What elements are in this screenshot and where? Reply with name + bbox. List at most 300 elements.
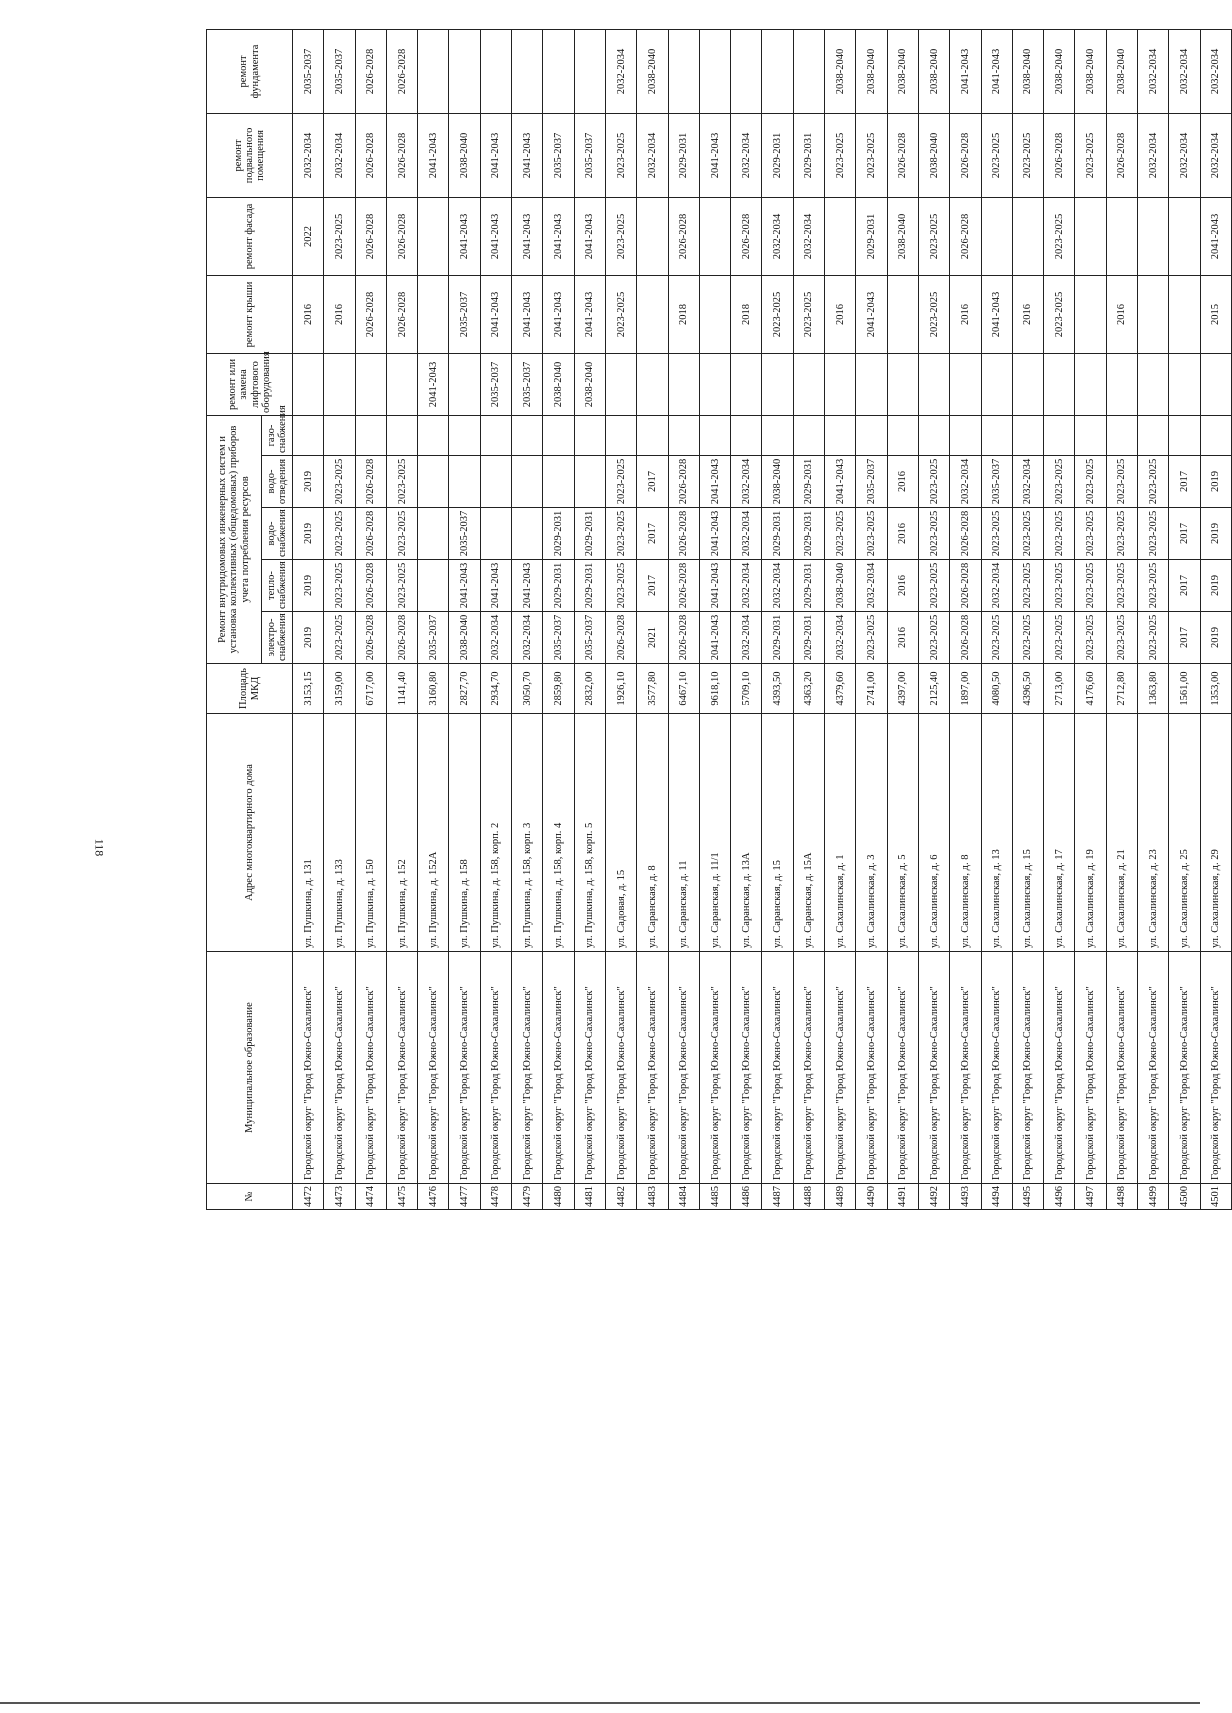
municipality-cell: Городской округ "Город Южно-Сахалинск"	[324, 952, 355, 1184]
heat-cell: 2017	[1169, 560, 1200, 612]
water-cell: 2017	[637, 508, 668, 560]
basement-cell: 2032-2034	[324, 113, 355, 197]
heat-cell: 2023-2025	[324, 560, 355, 612]
gas-cell	[386, 415, 417, 455]
roof-cell	[637, 275, 668, 353]
area-cell: 5709,10	[731, 664, 762, 714]
gas-cell	[887, 415, 918, 455]
col-group-engineering: Ремонт внутридомовых инженерных систем и установка коллективных (общедомовых) приборов учета потребления ресурсов	[207, 415, 262, 663]
roof-cell: 2023-2025	[793, 275, 824, 353]
water-cell: 2023-2025	[1012, 508, 1043, 560]
gas-cell	[355, 415, 386, 455]
municipality-cell: Городской округ "Город Южно-Сахалинск"	[386, 952, 417, 1184]
gas-cell	[512, 415, 543, 455]
elevator-cell	[637, 353, 668, 415]
foundation-cell	[793, 29, 824, 113]
address-cell: ул. Сахалинская, д. 15	[1012, 714, 1043, 952]
water-cell: 2023-2025	[918, 508, 949, 560]
basement-cell: 2026-2028	[355, 113, 386, 197]
foundation-cell: 2032-2034	[605, 29, 636, 113]
scan-edge-line	[0, 1702, 1200, 1704]
electric-cell: 2023-2025	[918, 612, 949, 664]
elevator-cell: 2041-2043	[418, 353, 449, 415]
facade-cell	[637, 197, 668, 275]
area-cell: 3159,00	[324, 664, 355, 714]
foundation-cell	[418, 29, 449, 113]
table-row	[1075, 29, 1106, 1209]
electric-cell: 2032-2034	[512, 612, 543, 664]
municipality-cell: Городской округ "Город Южно-Сахалинск"	[731, 952, 762, 1184]
area-cell: 4176,60	[1075, 664, 1106, 714]
roof-cell: 2023-2025	[762, 275, 793, 353]
roof-cell: 2041-2043	[480, 275, 511, 353]
electric-cell: 2032-2034	[731, 612, 762, 664]
row-number: 4488	[793, 1184, 824, 1210]
facade-cell	[1012, 197, 1043, 275]
electric-cell: 2041-2043	[699, 612, 730, 664]
elevator-cell	[887, 353, 918, 415]
drain-cell: 2029-2031	[793, 456, 824, 508]
municipality-cell: Городской округ "Город Южно-Сахалинск"	[543, 952, 574, 1184]
gas-cell	[856, 415, 887, 455]
heat-cell: 2026-2028	[668, 560, 699, 612]
facade-cell	[1169, 197, 1200, 275]
table-row	[386, 29, 417, 1209]
elevator-cell: 2035-2037	[480, 353, 511, 415]
basement-cell: 2029-2031	[793, 113, 824, 197]
row-number: 4497	[1075, 1184, 1106, 1210]
heat-cell: 2032-2034	[731, 560, 762, 612]
elevator-cell	[355, 353, 386, 415]
elevator-cell	[1138, 353, 1169, 415]
water-cell: 2023-2025	[1138, 508, 1169, 560]
electric-cell: 2029-2031	[793, 612, 824, 664]
gas-cell	[449, 415, 480, 455]
roof-cell	[1138, 275, 1169, 353]
facade-cell: 2023-2025	[605, 197, 636, 275]
foundation-cell: 2041-2043	[950, 29, 981, 113]
roof-cell: 2026-2028	[355, 275, 386, 353]
heat-cell: 2041-2043	[512, 560, 543, 612]
elevator-cell	[699, 353, 730, 415]
roof-cell: 2041-2043	[574, 275, 605, 353]
roof-cell: 2016	[825, 275, 856, 353]
electric-cell: 2017	[1169, 612, 1200, 664]
municipality-cell: Городской округ "Город Южно-Сахалинск"	[480, 952, 511, 1184]
roof-cell: 2026-2028	[386, 275, 417, 353]
foundation-cell	[731, 29, 762, 113]
area-cell: 4080,50	[981, 664, 1012, 714]
gas-cell	[825, 415, 856, 455]
roof-cell: 2041-2043	[856, 275, 887, 353]
area-cell: 2934,70	[480, 664, 511, 714]
electric-cell: 2023-2025	[1075, 612, 1106, 664]
municipality-cell: Городской округ "Город Южно-Сахалинск"	[762, 952, 793, 1184]
table-row	[324, 29, 355, 1209]
roof-cell: 2018	[668, 275, 699, 353]
electric-cell: 2032-2034	[480, 612, 511, 664]
table-row	[355, 29, 386, 1209]
address-cell: ул. Пушкина, д. 158, корп. 3	[512, 714, 543, 952]
address-cell: ул. Сахалинская, д. 29	[1200, 714, 1231, 952]
table-row	[574, 29, 605, 1209]
area-cell: 1561,00	[1169, 664, 1200, 714]
address-cell: ул. Сахалинская, д. 3	[856, 714, 887, 952]
water-cell: 2023-2025	[386, 508, 417, 560]
municipality-cell: Городской округ "Город Южно-Сахалинск"	[605, 952, 636, 1184]
table-row	[1200, 29, 1231, 1209]
facade-cell	[418, 197, 449, 275]
heat-cell: 2032-2034	[981, 560, 1012, 612]
foundation-cell: 2038-2040	[856, 29, 887, 113]
water-cell	[512, 508, 543, 560]
area-cell: 2741,00	[856, 664, 887, 714]
heat-cell: 2029-2031	[574, 560, 605, 612]
facade-cell: 2023-2025	[1044, 197, 1075, 275]
electric-cell: 2026-2028	[950, 612, 981, 664]
gas-cell	[950, 415, 981, 455]
gas-cell	[1169, 415, 1200, 455]
electric-cell: 2023-2025	[1044, 612, 1075, 664]
address-cell: ул. Сахалинская, д. 5	[887, 714, 918, 952]
row-number: 4483	[637, 1184, 668, 1210]
electric-cell: 2035-2037	[574, 612, 605, 664]
col-address: Адрес многоквартирного дома	[207, 714, 293, 952]
electric-cell: 2016	[887, 612, 918, 664]
foundation-cell	[480, 29, 511, 113]
foundation-cell	[574, 29, 605, 113]
table-row	[605, 29, 636, 1209]
foundation-cell: 2035-2037	[324, 29, 355, 113]
basement-cell: 2026-2028	[887, 113, 918, 197]
facade-cell: 2023-2025	[918, 197, 949, 275]
address-cell: ул. Саранская, д. 11/1	[699, 714, 730, 952]
elevator-cell	[1106, 353, 1137, 415]
area-cell: 1897,00	[950, 664, 981, 714]
municipality-cell: Городской округ "Город Южно-Сахалинск"	[512, 952, 543, 1184]
gas-cell	[668, 415, 699, 455]
col-gas: газо-снабжения	[262, 415, 293, 455]
basement-cell: 2032-2034	[731, 113, 762, 197]
foundation-cell: 2038-2040	[1106, 29, 1137, 113]
row-number: 4498	[1106, 1184, 1137, 1210]
roof-cell: 2041-2043	[543, 275, 574, 353]
water-cell: 2026-2028	[355, 508, 386, 560]
municipality-cell: Городской округ "Город Южно-Сахалинск"	[355, 952, 386, 1184]
electric-cell: 2023-2025	[1106, 612, 1137, 664]
table-row	[950, 29, 981, 1209]
row-number: 4474	[355, 1184, 386, 1210]
facade-cell	[699, 197, 730, 275]
elevator-cell	[1169, 353, 1200, 415]
facade-cell: 2041-2043	[449, 197, 480, 275]
facade-cell: 2026-2028	[950, 197, 981, 275]
basement-cell: 2041-2043	[512, 113, 543, 197]
row-number: 4487	[762, 1184, 793, 1210]
municipality-cell: Городской округ "Город Южно-Сахалинск"	[825, 952, 856, 1184]
col-foundation: ремонт фундамента	[207, 29, 293, 113]
area-cell: 9618,10	[699, 664, 730, 714]
water-cell: 2032-2034	[731, 508, 762, 560]
row-number: 4484	[668, 1184, 699, 1210]
col-roof: ремонт крыши	[207, 275, 293, 353]
facade-cell	[1075, 197, 1106, 275]
electric-cell: 2026-2028	[605, 612, 636, 664]
row-number: 4472	[293, 1184, 324, 1210]
basement-cell: 2023-2025	[981, 113, 1012, 197]
water-cell	[480, 508, 511, 560]
elevator-cell	[386, 353, 417, 415]
facade-cell: 2041-2043	[543, 197, 574, 275]
water-cell: 2023-2025	[605, 508, 636, 560]
foundation-cell: 2038-2040	[1075, 29, 1106, 113]
heat-cell: 2023-2025	[1012, 560, 1043, 612]
heat-cell: 2029-2031	[543, 560, 574, 612]
drain-cell: 2038-2040	[762, 456, 793, 508]
foundation-cell: 2035-2037	[293, 29, 324, 113]
table-row	[1106, 29, 1137, 1209]
row-number: 4489	[825, 1184, 856, 1210]
municipality-cell: Городской округ "Город Южно-Сахалинск"	[637, 952, 668, 1184]
electric-cell: 2038-2040	[449, 612, 480, 664]
heat-cell: 2041-2043	[480, 560, 511, 612]
basement-cell: 2041-2043	[480, 113, 511, 197]
municipality-cell: Городской округ "Город Южно-Сахалинск"	[449, 952, 480, 1184]
row-number: 4480	[543, 1184, 574, 1210]
heat-cell: 2019	[1200, 560, 1231, 612]
basement-cell: 2026-2028	[950, 113, 981, 197]
municipality-cell: Городской округ "Город Южно-Сахалинск"	[1138, 952, 1169, 1184]
row-number: 4496	[1044, 1184, 1075, 1210]
row-number: 4494	[981, 1184, 1012, 1210]
basement-cell: 2038-2040	[449, 113, 480, 197]
municipality-cell: Городской округ "Город Южно-Сахалинск"	[918, 952, 949, 1184]
drain-cell	[512, 456, 543, 508]
area-cell: 3050,70	[512, 664, 543, 714]
water-cell: 2023-2025	[981, 508, 1012, 560]
roof-cell: 2015	[1200, 275, 1231, 353]
address-cell: ул. Пушкина, д. 133	[324, 714, 355, 952]
area-cell: 1926,10	[605, 664, 636, 714]
table-row	[1138, 29, 1169, 1209]
row-number: 4482	[605, 1184, 636, 1210]
municipality-cell: Городской округ "Город Южно-Сахалинск"	[1044, 952, 1075, 1184]
table-row	[918, 29, 949, 1209]
area-cell: 4396,50	[1012, 664, 1043, 714]
col-electric: электро-снабжения	[262, 612, 293, 664]
elevator-cell	[762, 353, 793, 415]
drain-cell: 2023-2025	[1075, 456, 1106, 508]
area-cell: 1353,00	[1200, 664, 1231, 714]
facade-cell: 2026-2028	[731, 197, 762, 275]
drain-cell: 2019	[1200, 456, 1231, 508]
heat-cell: 2032-2034	[762, 560, 793, 612]
table-body	[293, 29, 1232, 1209]
table-row	[981, 29, 1012, 1209]
heat-cell: 2041-2043	[699, 560, 730, 612]
row-number: 4485	[699, 1184, 730, 1210]
table-row	[699, 29, 730, 1209]
water-cell: 2019	[293, 508, 324, 560]
row-number: 4501	[1200, 1184, 1231, 1210]
heat-cell: 2023-2025	[918, 560, 949, 612]
roof-cell: 2023-2025	[918, 275, 949, 353]
heat-cell: 2032-2034	[856, 560, 887, 612]
drain-cell: 2035-2037	[981, 456, 1012, 508]
elevator-cell	[950, 353, 981, 415]
heat-cell: 2041-2043	[449, 560, 480, 612]
gas-cell	[574, 415, 605, 455]
elevator-cell	[825, 353, 856, 415]
drain-cell: 2041-2043	[825, 456, 856, 508]
electric-cell: 2029-2031	[762, 612, 793, 664]
drain-cell	[480, 456, 511, 508]
facade-cell: 2041-2043	[480, 197, 511, 275]
address-cell: ул. Пушкина, д. 158, корп. 4	[543, 714, 574, 952]
area-cell: 1141,40	[386, 664, 417, 714]
gas-cell	[637, 415, 668, 455]
area-cell: 3153,15	[293, 664, 324, 714]
basement-cell: 2032-2034	[1200, 113, 1231, 197]
table-row	[731, 29, 762, 1209]
electric-cell: 2035-2037	[543, 612, 574, 664]
address-cell: ул. Сахалинская, д. 6	[918, 714, 949, 952]
table-row	[668, 29, 699, 1209]
gas-cell	[793, 415, 824, 455]
table-row	[480, 29, 511, 1209]
row-number: 4495	[1012, 1184, 1043, 1210]
row-number: 4491	[887, 1184, 918, 1210]
facade-cell: 2038-2040	[887, 197, 918, 275]
address-cell: ул. Пушкина, д. 158	[449, 714, 480, 952]
row-number: 4499	[1138, 1184, 1169, 1210]
gas-cell	[1044, 415, 1075, 455]
table-row	[856, 29, 887, 1209]
elevator-cell: 2035-2037	[512, 353, 543, 415]
basement-cell: 2038-2040	[918, 113, 949, 197]
gas-cell	[293, 415, 324, 455]
foundation-cell: 2026-2028	[355, 29, 386, 113]
municipality-cell: Городской округ "Город Южно-Сахалинск"	[793, 952, 824, 1184]
elevator-cell	[731, 353, 762, 415]
row-number: 4490	[856, 1184, 887, 1210]
roof-cell: 2016	[1106, 275, 1137, 353]
drain-cell: 2016	[887, 456, 918, 508]
municipality-cell: Городской округ "Город Южно-Сахалинск"	[981, 952, 1012, 1184]
address-cell: ул. Сахалинская, д. 17	[1044, 714, 1075, 952]
municipality-cell: Городской округ "Город Южно-Сахалинск"	[418, 952, 449, 1184]
basement-cell: 2026-2028	[1106, 113, 1137, 197]
foundation-cell: 2032-2034	[1138, 29, 1169, 113]
address-cell: ул. Сахалинская, д. 23	[1138, 714, 1169, 952]
table-row	[1044, 29, 1075, 1209]
heat-cell: 2023-2025	[605, 560, 636, 612]
water-cell: 2029-2031	[762, 508, 793, 560]
table-row	[825, 29, 856, 1209]
address-cell: ул. Сахалинская, д. 13	[981, 714, 1012, 952]
heat-cell: 2029-2031	[793, 560, 824, 612]
col-basement: ремонт подвального помещения	[207, 113, 293, 197]
foundation-cell: 2038-2040	[1044, 29, 1075, 113]
col-water: водо-снабжения	[262, 508, 293, 560]
table-row	[418, 29, 449, 1209]
electric-cell: 2019	[293, 612, 324, 664]
facade-cell	[1138, 197, 1169, 275]
foundation-cell: 2041-2043	[981, 29, 1012, 113]
electric-cell: 2023-2025	[1012, 612, 1043, 664]
water-cell: 2026-2028	[950, 508, 981, 560]
basement-cell: 2026-2028	[1044, 113, 1075, 197]
foundation-cell: 2032-2034	[1200, 29, 1231, 113]
electric-cell: 2026-2028	[355, 612, 386, 664]
gas-cell	[981, 415, 1012, 455]
heat-cell	[418, 560, 449, 612]
water-cell: 2019	[1200, 508, 1231, 560]
table-row	[449, 29, 480, 1209]
table-row	[887, 29, 918, 1209]
address-cell: ул. Пушкина, д. 158, корп. 2	[480, 714, 511, 952]
gas-cell	[605, 415, 636, 455]
water-cell: 2017	[1169, 508, 1200, 560]
col-drain: водо-отведения	[262, 456, 293, 508]
area-cell: 2859,80	[543, 664, 574, 714]
elevator-cell: 2038-2040	[574, 353, 605, 415]
electric-cell: 2023-2025	[324, 612, 355, 664]
area-cell: 2712,80	[1106, 664, 1137, 714]
area-cell: 4379,60	[825, 664, 856, 714]
basement-cell: 2041-2043	[418, 113, 449, 197]
drain-cell: 2032-2034	[950, 456, 981, 508]
facade-cell	[981, 197, 1012, 275]
foundation-cell: 2038-2040	[825, 29, 856, 113]
drain-cell	[418, 456, 449, 508]
table-row	[543, 29, 574, 1209]
basement-cell: 2023-2025	[1012, 113, 1043, 197]
electric-cell: 2026-2028	[386, 612, 417, 664]
municipality-cell: Городской округ "Город Южно-Сахалинск"	[1012, 952, 1043, 1184]
col-municipality: Муниципальное образование	[207, 952, 293, 1184]
water-cell: 2026-2028	[668, 508, 699, 560]
area-cell: 2713,00	[1044, 664, 1075, 714]
table-row	[793, 29, 824, 1209]
roof-cell: 2018	[731, 275, 762, 353]
heat-cell: 2023-2025	[1044, 560, 1075, 612]
area-cell: 4397,00	[887, 664, 918, 714]
water-cell: 2023-2025	[1106, 508, 1137, 560]
basement-cell: 2023-2025	[825, 113, 856, 197]
electric-cell: 2026-2028	[668, 612, 699, 664]
gas-cell	[324, 415, 355, 455]
drain-cell: 2017	[1169, 456, 1200, 508]
row-number: 4481	[574, 1184, 605, 1210]
roof-cell: 2041-2043	[512, 275, 543, 353]
facade-cell: 2029-2031	[856, 197, 887, 275]
electric-cell: 2023-2025	[981, 612, 1012, 664]
basement-cell: 2029-2031	[762, 113, 793, 197]
basement-cell: 2026-2028	[386, 113, 417, 197]
municipality-cell: Городской округ "Город Южно-Сахалинск"	[950, 952, 981, 1184]
municipality-cell: Городской округ "Город Южно-Сахалинск"	[1075, 952, 1106, 1184]
foundation-cell: 2038-2040	[1012, 29, 1043, 113]
gas-cell	[1200, 415, 1231, 455]
row-number: 4476	[418, 1184, 449, 1210]
water-cell: 2041-2043	[699, 508, 730, 560]
roof-cell	[887, 275, 918, 353]
drain-cell: 2032-2034	[1012, 456, 1043, 508]
basement-cell: 2023-2025	[1075, 113, 1106, 197]
heat-cell: 2016	[887, 560, 918, 612]
table-row	[1012, 29, 1043, 1209]
